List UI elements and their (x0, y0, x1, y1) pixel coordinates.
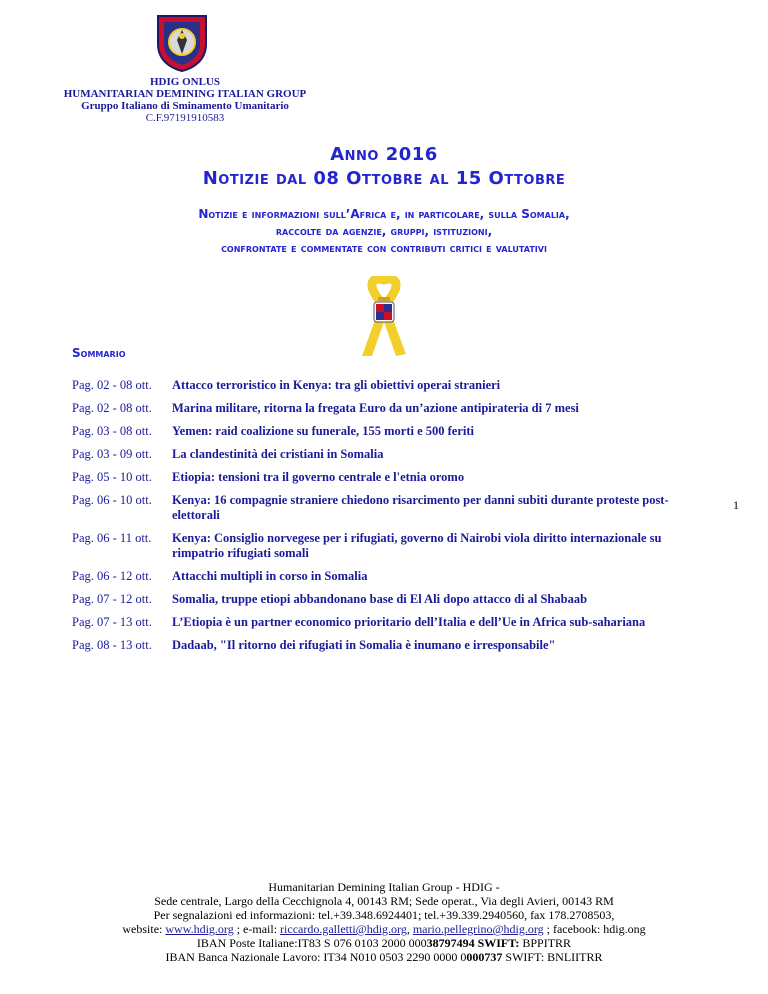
toc-page: Pag. 06 - 11 ott. (72, 531, 152, 545)
toc-title: L’Etiopia è un partner economico prioritario dell’Italia e dell’Ue in Africa sub-sahariana (172, 615, 646, 629)
toc-title: Etiopia: tensioni tra il governo centrale e l'etnia oromo (172, 470, 465, 484)
facebook-text: ; facebook: hdig.ong (546, 922, 646, 936)
website-label: website: (122, 922, 163, 936)
org-full-name: HUMANITARIAN DEMINING ITALIAN GROUP (63, 88, 307, 100)
toc-title: Dadaab, "Il ritorno dei rifugiati in Somalia è inumano e irresponsabile" (172, 638, 556, 652)
toc-page: Pag. 05 - 10 ott. (72, 470, 152, 484)
table-of-contents (72, 378, 692, 661)
toc-title: La clandestinità dei cristiani in Somalia (172, 447, 384, 461)
toc-item[interactable] (72, 569, 692, 584)
toc-item[interactable] (72, 615, 692, 630)
iban-poste-swift-label: SWIFT: (474, 936, 520, 950)
iban-poste-swift: BPPITRR (519, 936, 572, 950)
toc-title: Attacchi multipli in corso in Somalia (172, 569, 368, 583)
document-title-year: Anno 2016 (330, 144, 438, 165)
toc-item[interactable] (72, 401, 692, 416)
tax-code: C.F.97191910583 (145, 112, 225, 124)
toc-page: Pag. 03 - 08 ott. (72, 424, 152, 438)
toc-title: Somalia, truppe etiopi abbandonano base di El Ali dopo attacco di al Shabaab (172, 592, 588, 606)
toc-item[interactable] (72, 424, 692, 439)
toc-page: Pag. 08 - 13 ott. (72, 638, 152, 652)
footer-iban-poste (0, 936, 768, 950)
subtitle-line-1: Notizie e informazioni sull’Africa e, in particolare, sulla Somalia, (198, 207, 570, 221)
toc-item[interactable] (72, 592, 692, 607)
document-title-range: Notizie dal 08 Ottobre al 15 Ottobre (202, 168, 566, 189)
toc-item[interactable] (72, 493, 692, 523)
toc-page: Pag. 06 - 10 ott. (72, 493, 152, 507)
toc-page: Pag. 07 - 13 ott. (72, 615, 152, 629)
page-number: 1 (733, 498, 739, 512)
subtitle-line-2: raccolte da agenzie, gruppi, istituzioni, (275, 224, 493, 238)
org-italian-name: Gruppo Italiano di Sminamento Umanitario (81, 100, 289, 112)
hdig-logo (156, 14, 208, 72)
toc-title: Kenya: 16 compagnie straniere chiedono risarcimento per danni subiti durante proteste post-elettorali (172, 493, 669, 522)
org-name: HDIG ONLUS (150, 76, 220, 88)
organization-header (40, 76, 330, 124)
toc-title: Marina militare, ritorna la fregata Euro da un’azione antipirateria di 7 mesi (172, 401, 579, 415)
toc-item[interactable] (72, 470, 692, 485)
toc-page: Pag. 06 - 12 ott. (72, 569, 152, 583)
footer-web-email: website: www.hdig.org ; e-mail: riccardo.galletti@hdig.org, mario.pellegrino@hdig.org ; facebook: hdig.ong (122, 922, 646, 936)
email-link-1[interactable]: riccardo.galletti@hdig.org (280, 922, 407, 936)
toc-page: Pag. 02 - 08 ott. (72, 401, 152, 415)
toc-page: Pag. 07 - 12 ott. (72, 592, 152, 606)
iban-bnl-account: 000737 (466, 950, 503, 964)
iban-bnl-swift: SWIFT: BNLIITRR (502, 950, 603, 964)
footer-iban-bnl (0, 950, 768, 964)
footer-addresses: Sede centrale, Largo della Cecchignola 4, 00143 RM; Sede operat., Via degli Avieri, 00143 RM (154, 894, 614, 908)
website-link[interactable]: www.hdig.org (165, 922, 234, 936)
toc-title: Yemen: raid coalizione su funerale, 155 morti e 500 feriti (172, 424, 475, 438)
email-label: ; e-mail: (236, 922, 278, 936)
toc-item[interactable] (72, 638, 692, 653)
iban-poste-prefix: IBAN Poste Italiane:IT83 S 076 0103 2000 000 (196, 936, 427, 950)
document-subtitle (0, 206, 768, 257)
toc-title: Kenya: Consiglio norvegese per i rifugiati, governo di Nairobi viola diritto internazionale su rimpatrio rifugiati somali (172, 531, 662, 560)
toc-item[interactable] (72, 378, 692, 393)
toc-item[interactable] (72, 531, 692, 561)
summary-heading: Sommario (72, 346, 126, 360)
subtitle-line-3: confrontate e commentate con contributi critici e valutativi (221, 241, 547, 255)
iban-poste-account: 38797494 (426, 936, 475, 950)
footer-contacts: Per segnalazioni ed informazioni: tel.+39.348.6924401; tel.+39.339.2940560, fax 178.2708503, (153, 908, 615, 922)
yellow-ribbon-icon (356, 276, 412, 358)
footer-org: Humanitarian Demining Italian Group - HDIG - (268, 880, 500, 894)
footer (0, 880, 768, 964)
toc-title: Attacco terroristico in Kenya: tra gli obiettivi operai stranieri (172, 378, 501, 392)
toc-page: Pag. 02 - 08 ott. (72, 378, 152, 392)
email-link-2[interactable]: mario.pellegrino@hdig.org (412, 922, 544, 936)
toc-item[interactable] (72, 447, 692, 462)
iban-bnl-prefix: IBAN Banca Nazionale Lavoro: IT34 N010 0503 2290 0000 0 (165, 950, 467, 964)
toc-page: Pag. 03 - 09 ott. (72, 447, 152, 461)
